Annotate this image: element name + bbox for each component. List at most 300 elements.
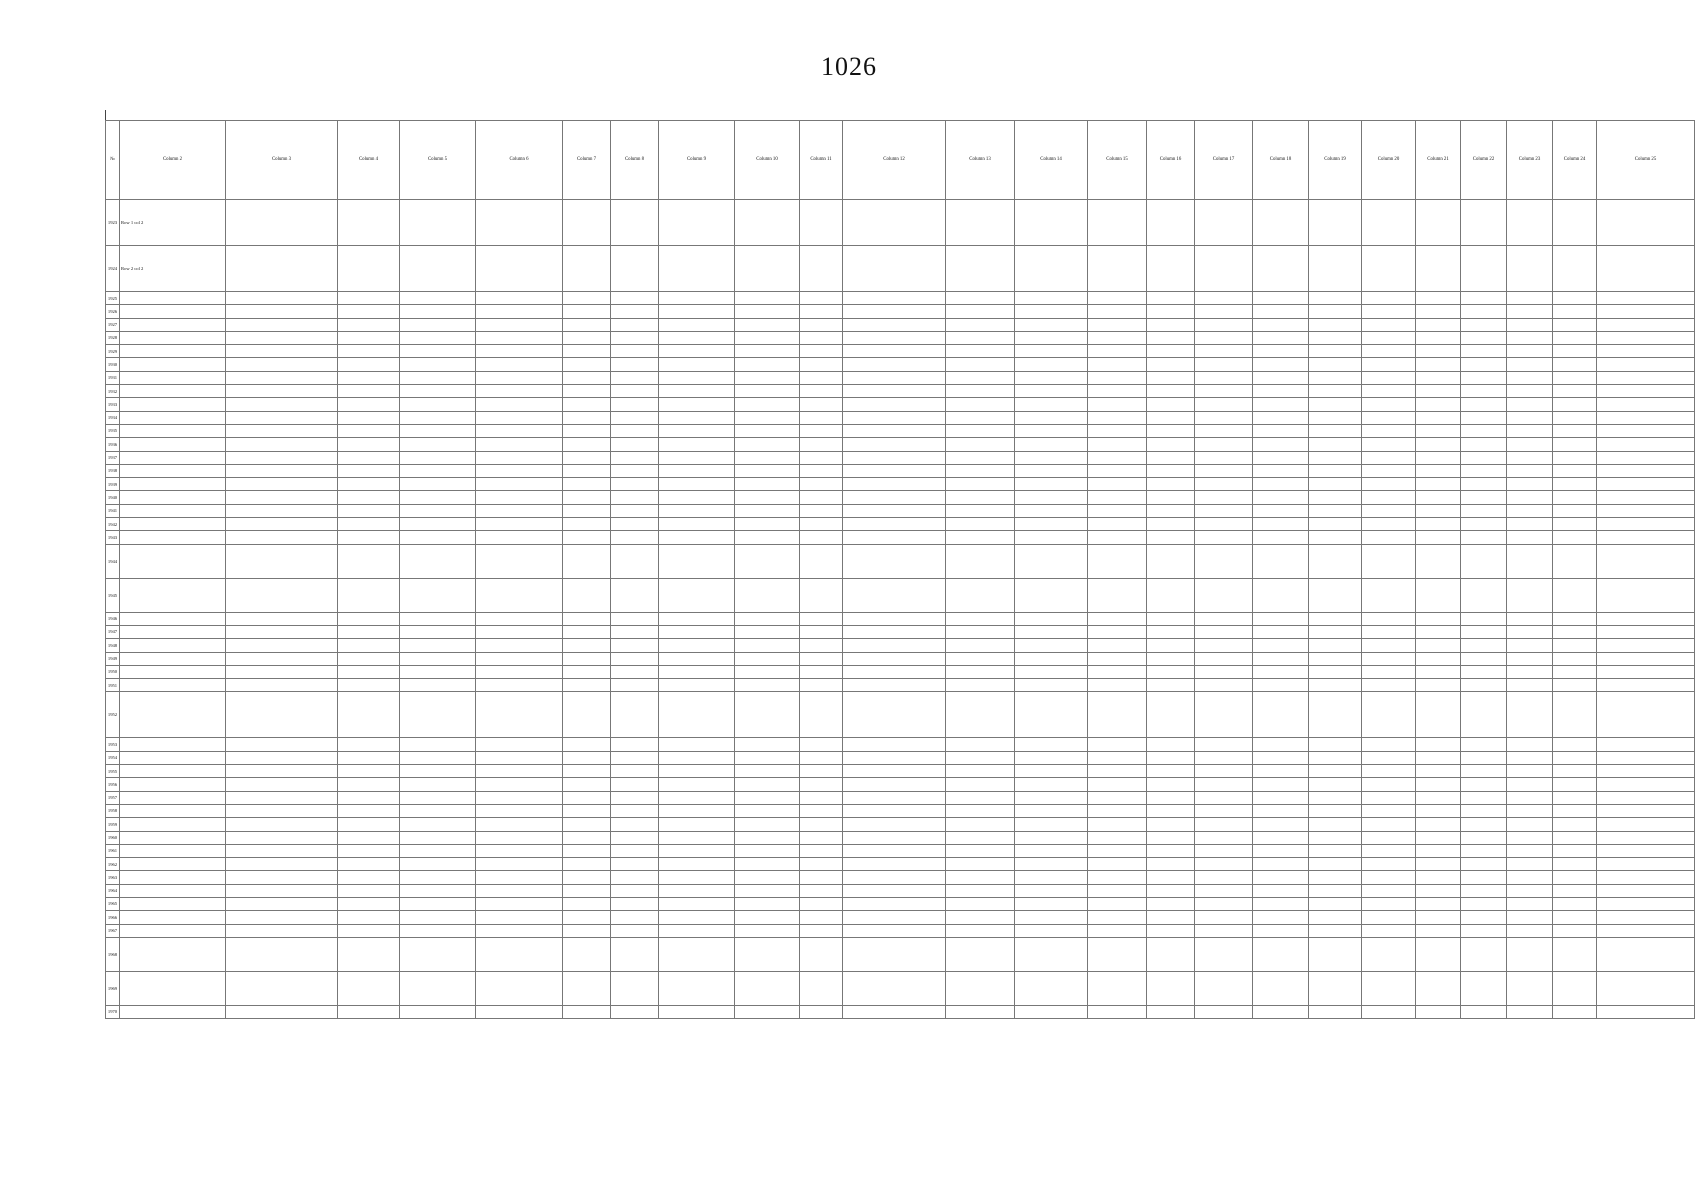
table-cell — [1309, 911, 1362, 924]
table-cell — [843, 411, 946, 424]
table-cell — [226, 531, 338, 544]
table-cell — [611, 897, 659, 910]
table-cell — [735, 791, 800, 804]
table-cell — [1362, 804, 1416, 817]
table-cell — [1597, 612, 1695, 625]
table-cell — [1088, 318, 1147, 331]
table-cell — [843, 318, 946, 331]
table-cell — [1253, 464, 1309, 477]
table-cell — [946, 639, 1015, 652]
table-cell — [1309, 451, 1362, 464]
table-cell — [1195, 478, 1253, 491]
table-cell — [659, 612, 735, 625]
table-cell — [1309, 791, 1362, 804]
table-cell — [1507, 971, 1553, 1005]
table-cell — [120, 911, 226, 924]
table-cell — [226, 778, 338, 791]
table-cell — [120, 385, 226, 398]
row-number: 1946 — [106, 612, 120, 625]
table-cell — [1309, 385, 1362, 398]
table-cell — [659, 371, 735, 384]
row-number: 1947 — [106, 625, 120, 638]
row-number: 1929 — [106, 345, 120, 358]
table-cell — [338, 358, 400, 371]
table-row — [106, 765, 1695, 778]
table-cell — [1253, 778, 1309, 791]
table-cell — [800, 544, 843, 578]
table-cell — [563, 345, 611, 358]
table-cell — [800, 318, 843, 331]
table-cell — [1147, 625, 1195, 638]
table-cell — [1597, 318, 1695, 331]
table-cell — [1015, 318, 1088, 331]
table-cell — [1597, 246, 1695, 292]
table-cell — [735, 318, 800, 331]
table-cell — [1416, 897, 1461, 910]
table-cell — [843, 331, 946, 344]
table-cell — [1507, 491, 1553, 504]
table-cell — [659, 679, 735, 692]
row-number: 1927 — [106, 318, 120, 331]
table-cell — [1088, 679, 1147, 692]
table-cell — [400, 424, 476, 437]
table-cell — [946, 804, 1015, 817]
table-cell — [476, 765, 563, 778]
row-number: 1938 — [106, 464, 120, 477]
table-cell — [843, 371, 946, 384]
table-cell — [1253, 305, 1309, 318]
table-cell — [476, 385, 563, 398]
table-cell — [400, 778, 476, 791]
table-cell — [946, 200, 1015, 246]
row-number: 1926 — [106, 305, 120, 318]
table-cell — [611, 871, 659, 884]
table-cell — [1362, 200, 1416, 246]
table-cell — [1195, 424, 1253, 437]
table-cell — [1597, 937, 1695, 971]
table-cell — [1195, 897, 1253, 910]
table-cell — [1015, 292, 1088, 305]
table-cell — [1362, 924, 1416, 937]
table-cell — [1147, 692, 1195, 738]
table-cell — [120, 639, 226, 652]
table-cell — [1553, 464, 1597, 477]
table-cell — [1253, 331, 1309, 344]
table-cell — [946, 871, 1015, 884]
table-cell — [946, 478, 1015, 491]
table-cell — [1088, 937, 1147, 971]
table-cell — [1597, 692, 1695, 738]
table-cell — [843, 478, 946, 491]
table-cell — [563, 692, 611, 738]
table-cell — [1553, 398, 1597, 411]
table-cell — [800, 844, 843, 857]
table-cell — [1088, 971, 1147, 1005]
table-cell — [659, 791, 735, 804]
table-cell — [1362, 411, 1416, 424]
table-cell — [1597, 971, 1695, 1005]
table-cell — [338, 385, 400, 398]
column-header: Column 9 — [659, 121, 735, 200]
table-cell — [120, 292, 226, 305]
table-cell — [659, 924, 735, 937]
table-cell — [800, 1005, 843, 1018]
column-header: Column 8 — [611, 121, 659, 200]
table-cell — [1597, 358, 1695, 371]
table-cell — [226, 318, 338, 331]
table-cell — [120, 665, 226, 678]
table-cell — [946, 518, 1015, 531]
table-cell — [843, 778, 946, 791]
table-cell — [1309, 612, 1362, 625]
table-row — [106, 438, 1695, 451]
table-cell — [1597, 639, 1695, 652]
table-cell — [338, 665, 400, 678]
table-cell — [659, 451, 735, 464]
table-cell — [1195, 544, 1253, 578]
table-cell — [611, 612, 659, 625]
row-number: 1934 — [106, 411, 120, 424]
table-cell — [1416, 791, 1461, 804]
table-cell — [1553, 831, 1597, 844]
table-cell — [563, 738, 611, 751]
table-cell — [476, 897, 563, 910]
table-cell — [338, 971, 400, 1005]
table-cell — [735, 911, 800, 924]
table-cell — [1309, 884, 1362, 897]
column-header: Column 17 — [1195, 121, 1253, 200]
table-cell — [226, 971, 338, 1005]
table-cell — [476, 738, 563, 751]
table-cell — [338, 778, 400, 791]
table-cell — [1147, 831, 1195, 844]
table-cell — [1147, 844, 1195, 857]
table-cell — [226, 884, 338, 897]
table-cell — [563, 937, 611, 971]
table-cell — [1147, 438, 1195, 451]
table-cell — [1507, 692, 1553, 738]
table-cell — [1015, 411, 1088, 424]
table-cell — [1507, 1005, 1553, 1018]
table-cell — [1416, 831, 1461, 844]
table-cell — [1088, 200, 1147, 246]
table-cell — [338, 751, 400, 764]
table-cell — [1147, 411, 1195, 424]
table-cell — [1416, 518, 1461, 531]
table-cell — [1195, 200, 1253, 246]
table-cell — [1553, 871, 1597, 884]
table-cell — [1195, 751, 1253, 764]
table-cell — [120, 858, 226, 871]
table-cell — [1195, 738, 1253, 751]
table-cell — [1362, 937, 1416, 971]
column-header: Column 11 — [800, 121, 843, 200]
table-cell — [659, 438, 735, 451]
table-cell — [611, 971, 659, 1005]
table-cell — [338, 464, 400, 477]
table-cell — [843, 858, 946, 871]
table-cell — [226, 692, 338, 738]
table-cell — [735, 385, 800, 398]
table-cell — [1015, 971, 1088, 1005]
table-cell — [1416, 818, 1461, 831]
table-cell — [1195, 451, 1253, 464]
table-cell — [800, 398, 843, 411]
table-cell — [476, 292, 563, 305]
table-cell — [843, 398, 946, 411]
table-cell — [120, 531, 226, 544]
table-cell — [1597, 751, 1695, 764]
table-row — [106, 778, 1695, 791]
table-cell — [1461, 884, 1507, 897]
table-cell — [611, 791, 659, 804]
table-cell — [1597, 385, 1695, 398]
table-cell — [1362, 831, 1416, 844]
table-cell — [226, 911, 338, 924]
table-cell — [611, 411, 659, 424]
table-cell — [843, 246, 946, 292]
table-cell — [611, 844, 659, 857]
table-cell — [120, 438, 226, 451]
table-cell — [476, 451, 563, 464]
column-header: Column 5 — [400, 121, 476, 200]
table-cell — [611, 924, 659, 937]
table-cell — [1416, 491, 1461, 504]
table-cell — [611, 804, 659, 817]
table-cell — [659, 491, 735, 504]
table-cell — [735, 504, 800, 517]
table-cell — [659, 871, 735, 884]
table-cell — [476, 331, 563, 344]
table-cell — [1553, 897, 1597, 910]
table-cell — [563, 639, 611, 652]
table-cell — [1147, 424, 1195, 437]
table-cell — [1507, 612, 1553, 625]
table-cell — [1461, 491, 1507, 504]
table-cell — [563, 884, 611, 897]
table-cell — [843, 491, 946, 504]
table-cell — [226, 385, 338, 398]
table-cell — [338, 411, 400, 424]
table-cell — [1461, 578, 1507, 612]
table-cell — [120, 318, 226, 331]
table-cell — [1507, 665, 1553, 678]
table-cell — [1507, 844, 1553, 857]
table-cell — [1147, 818, 1195, 831]
table-cell — [563, 751, 611, 764]
table-cell — [1015, 858, 1088, 871]
table-cell — [946, 504, 1015, 517]
table-cell — [1416, 778, 1461, 791]
table-cell — [476, 246, 563, 292]
table-cell — [843, 831, 946, 844]
table-cell — [563, 358, 611, 371]
table-cell — [735, 438, 800, 451]
table-cell — [946, 738, 1015, 751]
table-cell — [338, 765, 400, 778]
table-cell — [1507, 438, 1553, 451]
table-cell — [400, 665, 476, 678]
table-cell — [946, 318, 1015, 331]
table-cell — [1147, 385, 1195, 398]
table-cell — [659, 971, 735, 1005]
table-cell — [946, 424, 1015, 437]
table-cell — [338, 478, 400, 491]
table-cell — [338, 424, 400, 437]
table-cell — [476, 544, 563, 578]
table-cell — [1362, 679, 1416, 692]
table-cell — [563, 331, 611, 344]
table-cell — [1088, 345, 1147, 358]
table-cell — [659, 385, 735, 398]
table-cell — [1507, 531, 1553, 544]
table-cell — [338, 924, 400, 937]
page-number: 1026 — [821, 52, 877, 81]
table-cell — [1309, 345, 1362, 358]
table-cell — [611, 738, 659, 751]
table-cell — [659, 897, 735, 910]
table-cell — [1461, 424, 1507, 437]
table-cell — [476, 518, 563, 531]
table-cell — [226, 544, 338, 578]
table-cell — [800, 578, 843, 612]
table-cell — [1553, 612, 1597, 625]
table-cell — [1015, 818, 1088, 831]
table-cell — [1015, 1005, 1088, 1018]
table-row — [106, 625, 1695, 638]
table-cell — [563, 778, 611, 791]
table-cell — [338, 305, 400, 318]
table-cell — [338, 937, 400, 971]
table-cell — [338, 451, 400, 464]
table-cell — [120, 305, 226, 318]
table-cell — [1088, 844, 1147, 857]
table-cell — [476, 305, 563, 318]
table-cell — [1147, 578, 1195, 612]
table-cell — [1461, 478, 1507, 491]
table-cell — [400, 804, 476, 817]
table-cell — [1362, 778, 1416, 791]
table-cell — [611, 424, 659, 437]
table-cell — [1416, 385, 1461, 398]
table-cell — [226, 371, 338, 384]
table-cell — [611, 937, 659, 971]
table-cell — [1195, 612, 1253, 625]
table-cell — [1309, 679, 1362, 692]
table-cell — [1195, 1005, 1253, 1018]
table-cell — [1597, 1005, 1695, 1018]
table-cell — [1461, 345, 1507, 358]
table-cell — [1015, 464, 1088, 477]
table-cell — [1461, 778, 1507, 791]
table-cell — [946, 451, 1015, 464]
table-cell — [1416, 665, 1461, 678]
table-cell — [1088, 371, 1147, 384]
table-cell — [1309, 504, 1362, 517]
table-cell — [1362, 625, 1416, 638]
table-cell — [1195, 464, 1253, 477]
table-cell — [843, 665, 946, 678]
table-cell — [1015, 871, 1088, 884]
table-cell — [800, 692, 843, 738]
table-cell — [1597, 871, 1695, 884]
table-cell — [946, 411, 1015, 424]
table-cell — [120, 398, 226, 411]
table-cell — [946, 491, 1015, 504]
table-cell — [946, 897, 1015, 910]
table-cell — [1309, 937, 1362, 971]
table-cell — [1088, 331, 1147, 344]
table-cell — [1015, 518, 1088, 531]
table-cell — [338, 1005, 400, 1018]
row-number: 1944 — [106, 544, 120, 578]
table-cell — [1309, 424, 1362, 437]
table-cell — [1461, 831, 1507, 844]
table-cell — [843, 504, 946, 517]
table-cell — [1416, 478, 1461, 491]
table-cell — [400, 411, 476, 424]
table-cell — [120, 625, 226, 638]
table-cell — [400, 371, 476, 384]
table-cell — [338, 200, 400, 246]
table-cell — [1015, 639, 1088, 652]
table-row — [106, 200, 1695, 246]
table-cell — [476, 844, 563, 857]
table-cell — [800, 751, 843, 764]
table-cell — [1597, 478, 1695, 491]
table-cell — [1088, 424, 1147, 437]
table-cell — [1362, 1005, 1416, 1018]
table-row — [106, 345, 1695, 358]
table-cell — [226, 451, 338, 464]
table-cell — [800, 818, 843, 831]
table-cell — [120, 871, 226, 884]
table-cell — [120, 924, 226, 937]
row-number: 1930 — [106, 358, 120, 371]
table-cell — [611, 652, 659, 665]
table-cell — [226, 804, 338, 817]
table-cell — [400, 937, 476, 971]
table-cell — [735, 692, 800, 738]
row-number: 1968 — [106, 937, 120, 971]
table-cell — [1597, 544, 1695, 578]
table-cell — [1309, 738, 1362, 751]
table-cell — [1416, 578, 1461, 612]
table-cell — [1507, 318, 1553, 331]
column-header: Column 25 — [1597, 121, 1695, 200]
table-cell — [400, 612, 476, 625]
table-cell — [1195, 625, 1253, 638]
table-cell — [1362, 884, 1416, 897]
table-cell — [476, 971, 563, 1005]
table-cell — [659, 884, 735, 897]
table-cell — [843, 438, 946, 451]
table-cell — [1195, 679, 1253, 692]
table-cell — [563, 200, 611, 246]
table-cell — [611, 578, 659, 612]
table-cell — [476, 639, 563, 652]
table-cell — [946, 438, 1015, 451]
table-cell — [400, 1005, 476, 1018]
table-row — [106, 1005, 1695, 1018]
table-cell — [735, 871, 800, 884]
table-cell — [843, 692, 946, 738]
table-cell — [1461, 331, 1507, 344]
table-cell — [1507, 858, 1553, 871]
table-cell — [1195, 491, 1253, 504]
table-row — [106, 924, 1695, 937]
table-cell — [1015, 371, 1088, 384]
